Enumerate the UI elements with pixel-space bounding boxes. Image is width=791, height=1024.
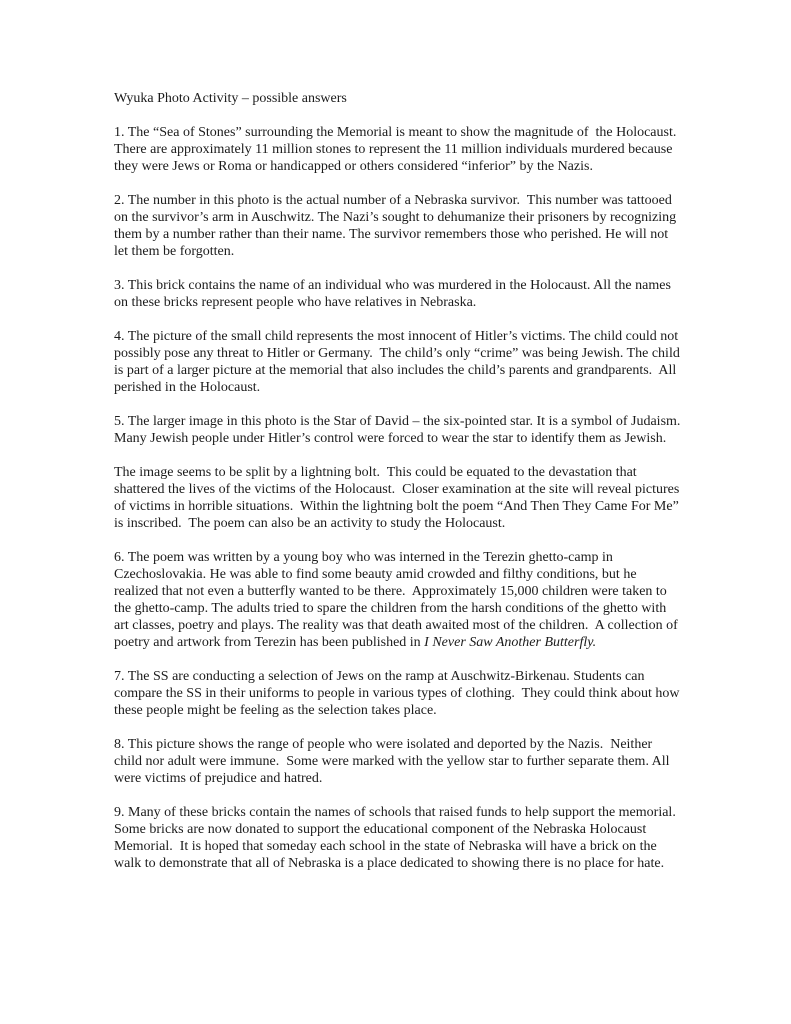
answer-paragraph-1: 1. The “Sea of Stones” surrounding the Memorial is meant to show the magnitude of the Holocaust. There are approximately 11 million stones to represent the 11 million individuals murdered because they were Jews or Roma or handicapped or others considered “inferior” by the Nazis. <box>114 125 680 174</box>
answer-paragraph-5: 5. The larger image in this photo is the Star of David – the six-pointed star. It is a symbol of Judaism. Many Jewish people under Hitler’s control were forced to wear the star to identify them as Jewish. <box>114 414 684 446</box>
answer-paragraph-9: 9. Many of these bricks contain the names of schools that raised funds to help support the memorial. Some bricks are now donated to support the educational component of the Nebraska Holocaust Memorial. It is hoped that someday each school in the state of Nebraska will have a brick on the walk to demonstrate that all of Nebraska is a place dedicated to showing there is no place for hate. <box>114 805 680 871</box>
answer-paragraph-4: 4. The picture of the small child represents the most innocent of Hitler’s victims. The child could not possibly pose any threat to Hitler or Germany. The child’s only “crime” was being Jewish. The child is part of a larger picture at the memorial that also includes the child’s parents and grandparents. All perished in the Holocaust. <box>114 329 684 395</box>
answer-paragraph-6-text: 6. The poem was written by a young boy who was interned in the Terezin ghetto-camp in Czechoslovakia. He was able to find some beauty amid crowded and filthy conditions, but he realized that not even a butterfly wanted to be there. Approximately 15,000 children were taken to the ghetto-camp. The adults tried to spare the children from the harsh conditions of the ghetto with art classes, poetry and plays. The reality was that death awaited most of the children. A collection of poetry and artwork from Terezin has been published in <box>114 550 682 650</box>
answer-paragraph-7: 7. The SS are conducting a selection of Jews on the ramp at Auschwitz-Birkenau. Students can compare the SS in their uniforms to people in various types of clothing. They could think about how these people might be feeling as the selection takes place. <box>114 669 683 718</box>
document-page <box>114 90 682 872</box>
answer-paragraph-3: 3. This brick contains the name of an individual who was murdered in the Holocaust. All the names on these bricks represent people who have relatives in Nebraska. <box>114 278 675 310</box>
book-title-italic: I Never Saw Another Butterfly. <box>424 635 597 650</box>
answer-paragraph-6 <box>114 549 682 651</box>
answer-paragraph-8: 8. This picture shows the range of people who were isolated and deported by the Nazis. Neither child nor adult were immune. Some were marked with the yellow star to further separate them. All were victims of prejudice and hatred. <box>114 737 674 786</box>
answer-paragraph-lightning-bolt: The image seems to be split by a lightning bolt. This could be equated to the devastation that shattered the lives of the victims of the Holocaust. Closer examination at the site will reveal pictures of victims in horrible situations. Within the lightning bolt the poem “And Then They Came For Me” is inscribed. The poem can also be an activity to study the Holocaust. <box>114 465 683 531</box>
document-title: Wyuka Photo Activity – possible answers <box>114 91 347 106</box>
answer-paragraph-2: 2. The number in this photo is the actual number of a Nebraska survivor. This number was tattooed on the survivor’s arm in Auschwitz. The Nazi’s sought to dehumanize their prisoners by recognizing them by a number rather than their name. The survivor remembers those who perished. He will not let them be forgotten. <box>114 193 680 259</box>
